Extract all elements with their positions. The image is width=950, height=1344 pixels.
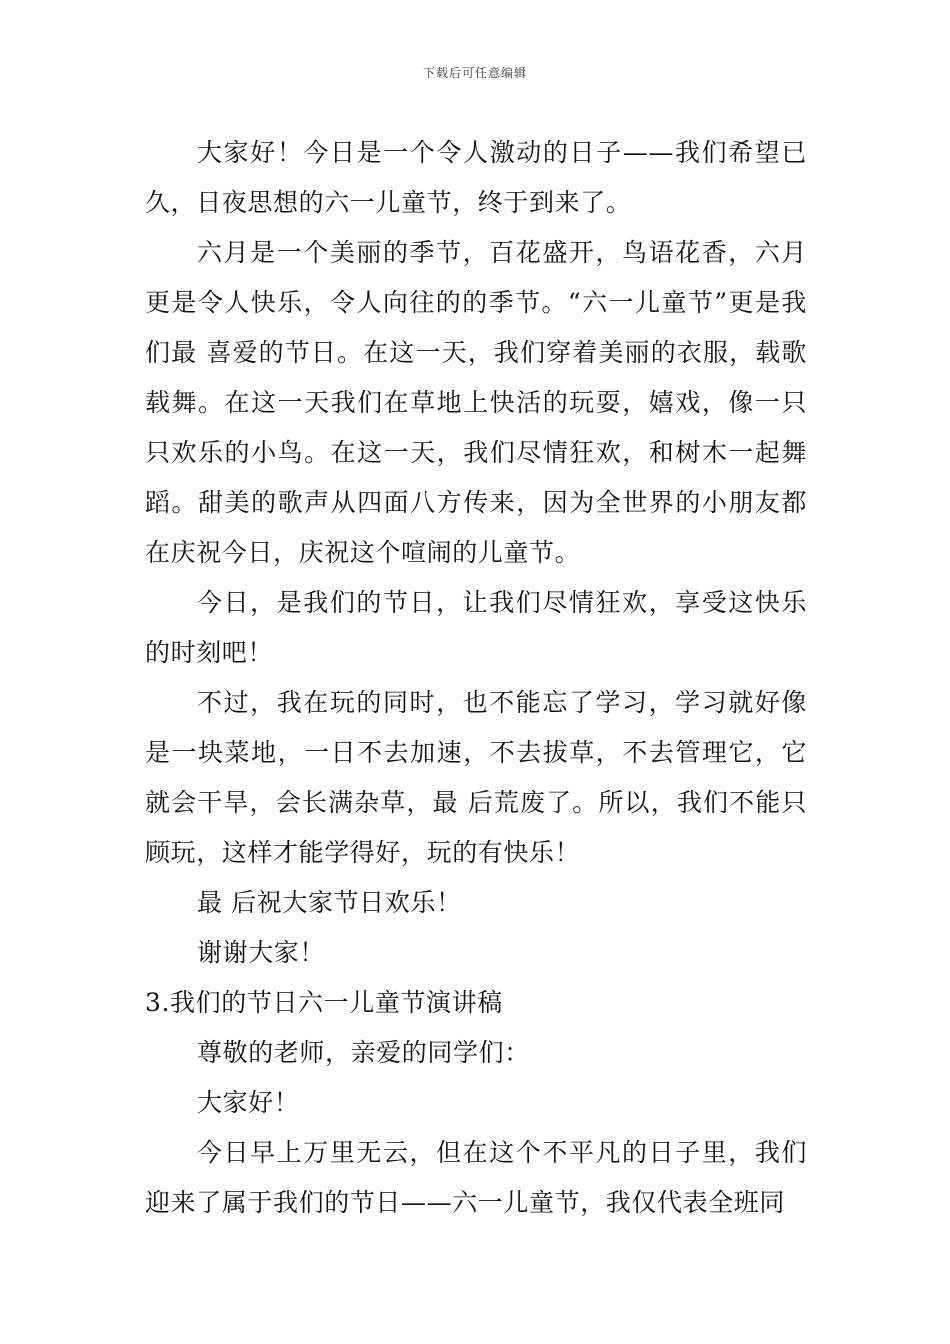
page-header-note: 下载后可任意编辑 [422,66,527,80]
paragraph: 不过，我在玩的同时，也不能忘了学习，学习就好像是一块菜地，一日不去加速，不去拔草，不去管理它，它就会干旱，会长满杂草，最 后荒废了。所以，我们不能只顾玩，这样才能学得好，玩的有快乐！ [145,688,807,867]
section-heading: 3.我们的节日六一儿童节演讲稿 [145,988,503,1017]
paragraph: 最 后祝大家节日欢乐！ [197,888,462,917]
paragraph: 今日，是我们的节日，让我们尽情狂欢，享受这快乐的时刻吧！ [145,588,807,667]
paragraph: 大家好！ [197,1088,300,1117]
paragraph: 谢谢大家！ [197,938,326,967]
paragraph: 六月是一个美丽的季节，百花盛开，鸟语花香，六月更是令人快乐，令人向往的的季节。“六一儿童节”更是我们最 喜爱的节日。在这一天，我们穿着美丽的衣服，载歌载舞。在这一天我们在草地上快活的玩耍，嬉戏，像一只只欢乐的小鸟。在这一天，我们尽情狂欢，和树木一起舞蹈。甜美的歌声从四面八方传来，因为全世界的小朋友都在庆祝今日，庆祝这个喧闹的儿童节。 [145,238,807,567]
paragraph: 今日早上万里无云，但在这个不平凡的日子里，我们迎来了属于我们的节日——六一儿童节，我仅代表全班同 [145,1138,807,1217]
document-body [145,128,807,1228]
paragraph: 尊敬的老师，亲爱的同学们： [197,1038,530,1067]
paragraph: 大家好！今日是一个令人激动的日子——我们希望已久，日夜思想的六一儿童节，终于到来了。 [145,138,807,217]
